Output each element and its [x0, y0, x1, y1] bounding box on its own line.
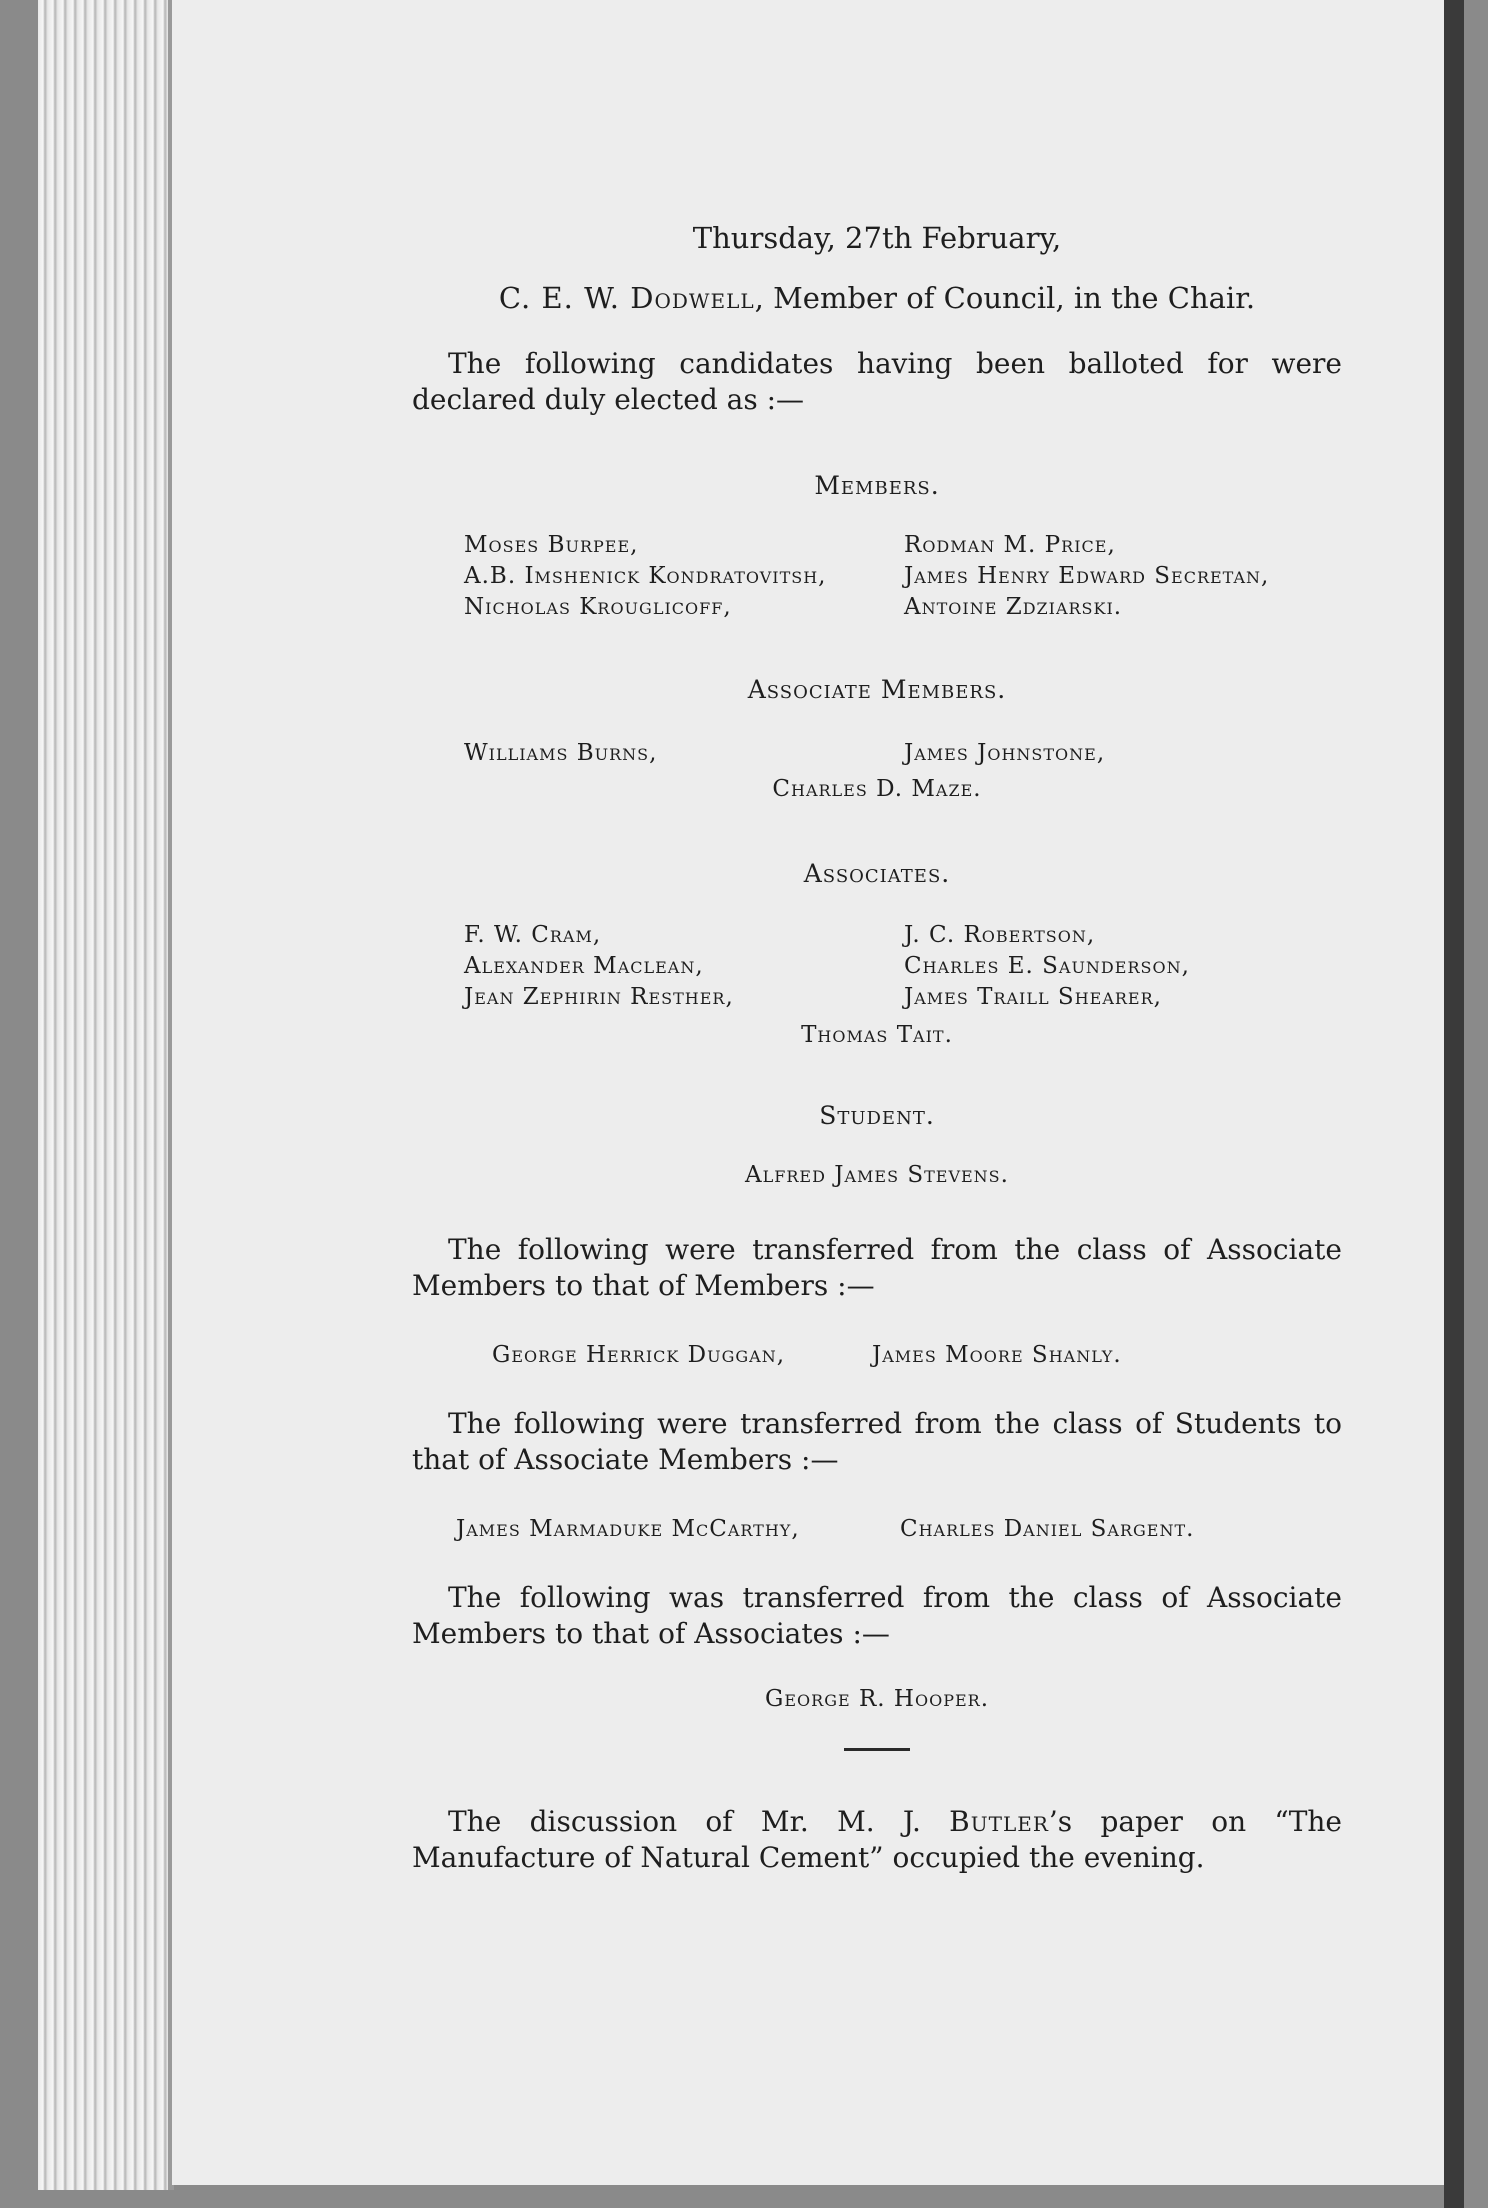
transfer-associate-members-paragraph: The following were transferred from the class of Students to that of Associate Members :—	[412, 1407, 1342, 1476]
associate-members-left-column	[464, 738, 657, 769]
transferred-associate-member-name	[456, 1514, 800, 1545]
members-left-column	[464, 530, 826, 623]
associate-name: James Traill Shearer,	[904, 984, 1162, 1010]
book-gutter	[1444, 0, 1464, 2208]
discussion-author: Butler	[949, 1805, 1049, 1838]
transferred-associate-member-name	[900, 1514, 1194, 1545]
associate-members-right-column	[904, 738, 1105, 769]
associate-name: J. C. Robertson,	[904, 922, 1096, 948]
transferred-member-name	[872, 1340, 1122, 1371]
associate-member-name: James Johnstone,	[904, 740, 1106, 766]
meeting-date: Thursday, 27th February,	[692, 221, 1062, 255]
associate-name: F. W. Cram,	[464, 922, 602, 948]
discussion-after: ’s paper on “The Manufacture of Natural Cement” occupied the evening.	[412, 1805, 1342, 1874]
section-divider	[844, 1748, 910, 1751]
transferred-member-name	[492, 1340, 785, 1371]
student-heading: Student.	[819, 1101, 935, 1130]
member-name: James Henry Edward Secretan,	[904, 563, 1270, 589]
chair-role: , Member of Council, in the Chair.	[754, 281, 1256, 315]
ballot-paragraph: The following candidates having been balloted for were declared duly elected as :—	[412, 347, 1342, 416]
member-name: Nicholas Krouglicoff,	[464, 594, 732, 620]
chair-name: C. E. W. Dodwell	[498, 281, 755, 315]
associate-name: Jean Zephirin Resther,	[464, 984, 734, 1010]
book-page-edges	[38, 0, 168, 2190]
student-name: Alfred James Stevens.	[745, 1162, 1009, 1188]
chair-line	[412, 280, 1342, 316]
associates-heading: Associates.	[803, 859, 951, 888]
transferred-member-left: George Herrick Duggan,	[492, 1342, 785, 1368]
transfer-members-paragraph: The following were transferred from the class of Associate Members to that of Members :—	[412, 1233, 1342, 1302]
associate-name: Charles E. Saunderson,	[904, 953, 1190, 979]
associate-name-center: Thomas Tait.	[801, 1022, 953, 1048]
associate-members-heading: Associate Members.	[747, 675, 1007, 704]
transferred-member-right: James Moore Shanly.	[872, 1342, 1122, 1368]
associates-right-column	[904, 920, 1190, 1013]
transferred-associate-member-left: James Marmaduke McCarthy,	[456, 1516, 800, 1542]
discussion-before: The discussion of Mr. M. J.	[448, 1805, 950, 1838]
discussion-paragraph	[412, 1804, 1342, 1876]
member-name: Rodman M. Price,	[904, 532, 1116, 558]
associate-name: Alexander Maclean,	[464, 953, 704, 979]
associates-left-column	[464, 920, 734, 1013]
member-name: Antoine Zdziarski.	[904, 594, 1123, 620]
member-name: A.B. Imshenick Kondratovitsh,	[464, 563, 827, 589]
members-right-column	[904, 530, 1269, 623]
transferred-associate-name: George R. Hooper.	[764, 1686, 990, 1712]
associate-member-name-center: Charles D. Maze.	[772, 776, 982, 802]
members-heading: Members.	[814, 471, 940, 500]
associate-member-name: Williams Burns,	[464, 740, 658, 766]
transferred-associate-member-right: Charles Daniel Sargent.	[900, 1516, 1195, 1542]
member-name: Moses Burpee,	[464, 532, 639, 558]
transfer-associates-paragraph: The following was transferred from the class of Associate Members to that of Associates :—	[412, 1581, 1342, 1650]
